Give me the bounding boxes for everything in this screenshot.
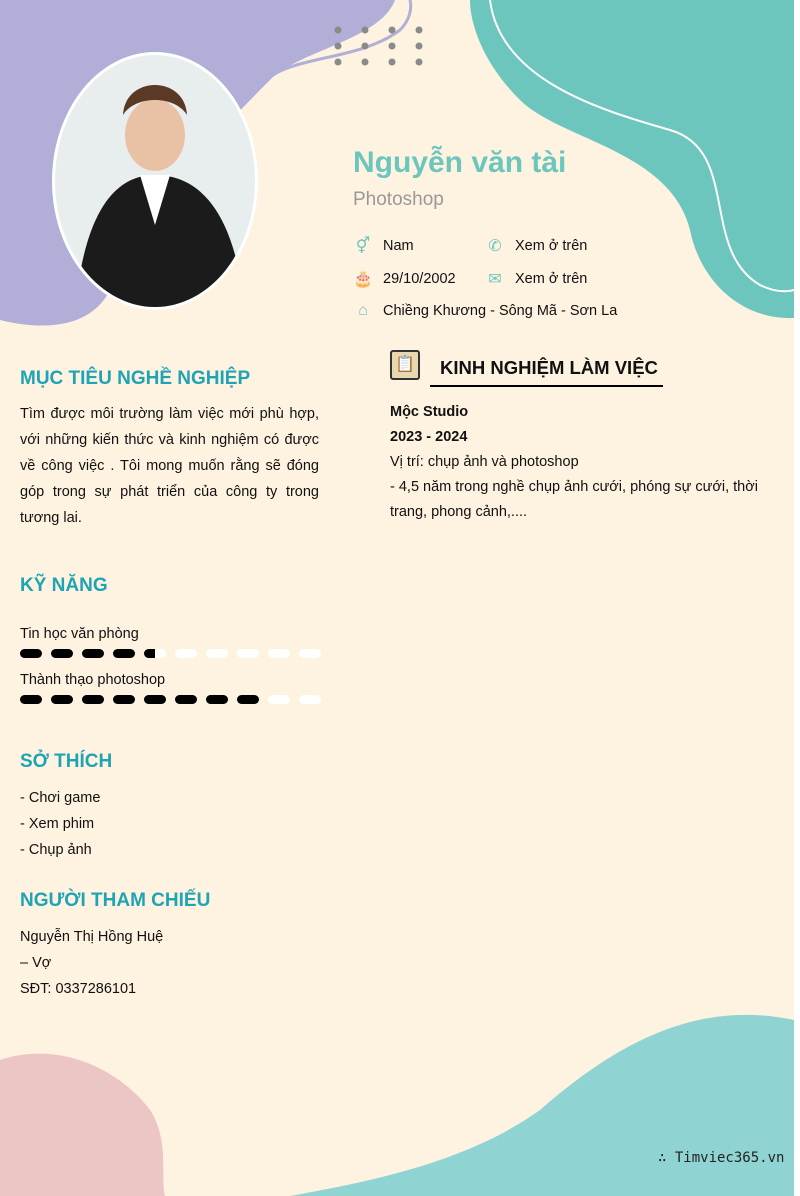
hobbies-list [20,785,100,863]
reference-name: Nguyễn Thị Hồng Huệ [20,929,164,945]
hobby-item: - Chơi game [20,790,101,806]
home-icon: ⌂ [358,302,368,319]
info-gender [353,236,414,256]
info-birthday [353,269,456,289]
experience-entry [390,400,770,525]
hobbies-heading: SỞ THÍCH [20,751,113,772]
info-phone [485,236,587,256]
reference-heading: NGƯỜI THAM CHIẾU [20,890,211,911]
objective-heading: MỤC TIÊU NGHỀ NGHIỆP [20,368,251,389]
work-period: 2023 - 2024 [390,429,468,445]
gender-value: Nam [383,238,414,254]
birthday-value: 29/10/2002 [383,271,456,287]
info-address [353,302,617,320]
email-value: Xem ở trên [515,271,588,287]
person-silhouette [55,55,258,310]
company-name: Mộc Studio [390,404,469,420]
hobby-item: - Xem phim [20,816,95,832]
job-title: Photoshop [353,189,444,210]
experience-icon: 📋 [390,350,420,380]
gender-icon: ⚥ [355,238,371,255]
skill-name: Thành thạo photoshop [20,672,166,688]
skill-bar [20,695,321,704]
reference-phone: SĐT: 0337286101 [20,981,137,997]
email-icon: ✉ [488,271,502,288]
skills-heading: KỸ NĂNG [20,575,108,596]
objective-text: Tìm được môi trường làm việc mới phù hợp, với những kiến thức và kinh nghiệm có được về công việc . Tôi mong muốn rằng sẽ đóng góp trong sự phát triển của công ty trong tương lai. [20,406,319,526]
candidate-name: Nguyễn văn tài [353,146,567,179]
skill-name: Tin học văn phòng [20,626,139,642]
phone-icon: ✆ [488,238,502,255]
reference-block [20,924,163,1002]
profile-photo [52,52,258,310]
hobby-item: - Chụp ảnh [20,842,92,858]
address-value: Chiềng Khương - Sông Mã - Sơn La [383,303,618,319]
skill-bar [20,649,321,658]
phone-value: Xem ở trên [515,238,588,254]
info-email [485,269,587,289]
work-position: Vị trí: chụp ảnh và photoshop [390,454,579,470]
watermark: ∴ Timviec365.vn [658,1150,785,1166]
work-description: - 4,5 năm trong nghề chụp ảnh cưới, phóng sự cưới, thời trang, phong cảnh,.... [390,479,758,520]
reference-relation: – Vợ [20,955,52,971]
birthday-icon: 🎂 [353,271,373,288]
experience-heading: KINH NGHIỆM LÀM VIỆC [430,357,663,387]
